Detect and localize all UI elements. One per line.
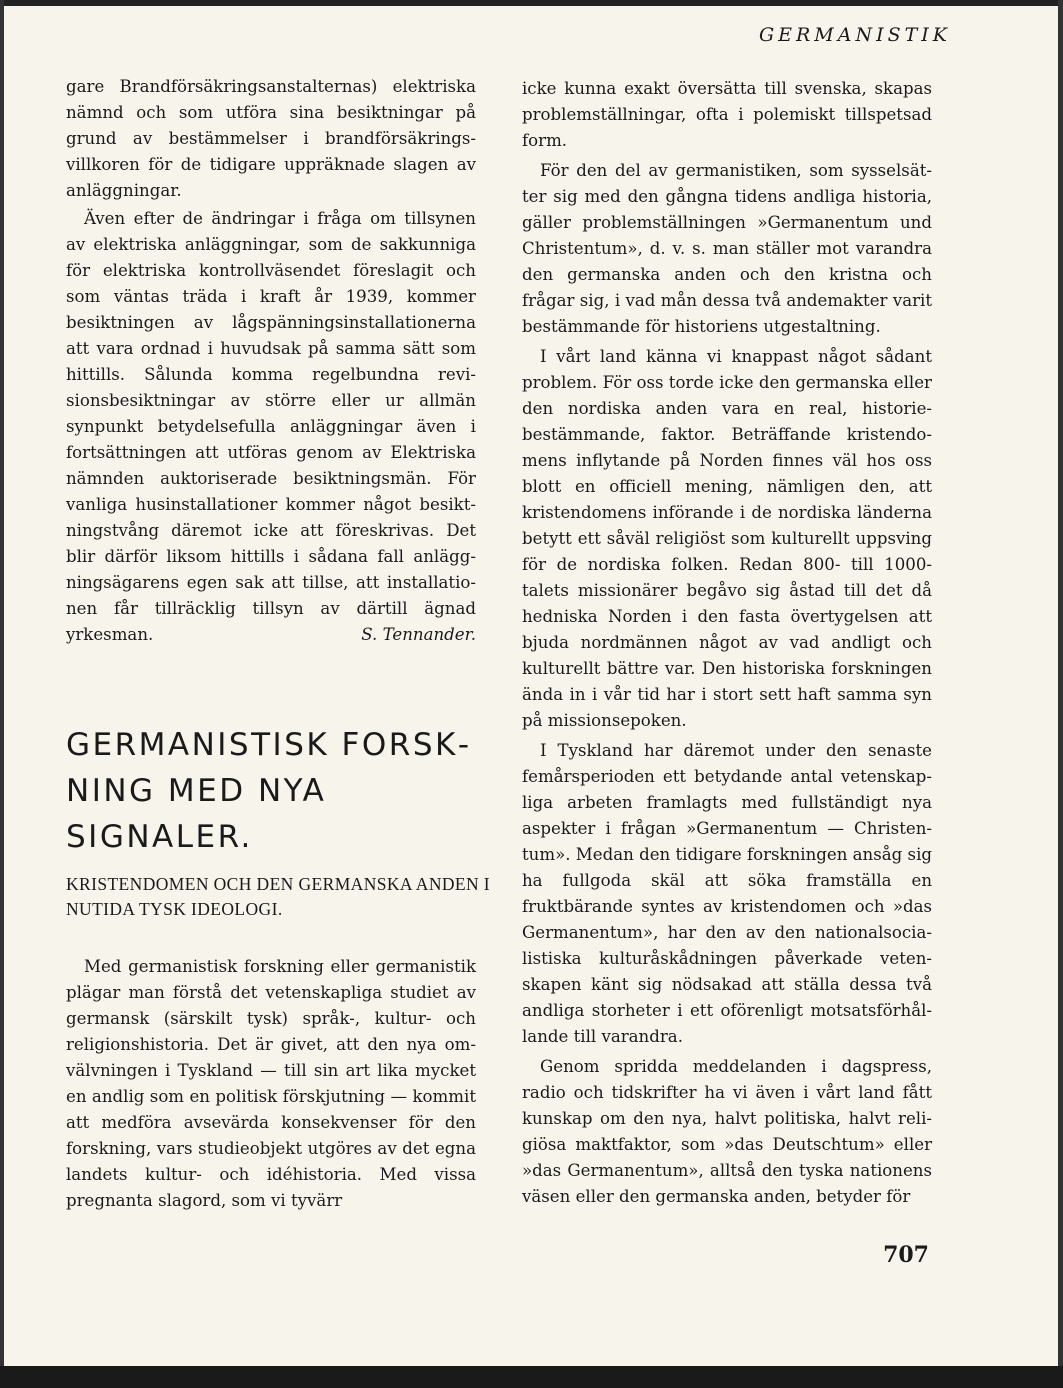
right-paragraph-4: I Tyskland har däremot under den senaste femårsperioden ett betydande antal vetenskapliga arbeten framlagts med fullständigt nya aspekter i frågan »Germanentum — Christentum». Medan den tidigare forskningen ansåg sig ha fullgoda skäl att söka framställa en fruktbärande syntes av kristendomen och »das Germanentum», har den av den nationalsocialistiska kulturåskådningen påverkade vetenskapen känt sig nödsakad att ställa dessa två andliga storheter i ett oförenligt motsatsförhållande till varandra.: [522, 741, 932, 1046]
right-column: [522, 76, 932, 1210]
scan-edge-left: [0, 0, 4, 1388]
right-paragraph-2: För den del av germanistiken, som sysselsätter sig med den gångna tidens andliga historia, gäller problemställningen »Germanentum und Christentum», d. v. s. man ställer mot varandra den germanska anden och den kristna och frågar sig, i vad mån dessa två andemakter varit bestämmande för historiens utgestaltning.: [522, 161, 932, 336]
right-paragraph-3: I vårt land känna vi knappast något sådant problem. För oss torde icke den germanska eller den nordiska anden vara en real, historiebestämmande, faktor. Beträffande kristendomens inflytande på Norden finnes väl hos oss blott en officiell mening, nämligen den, att kristendomens införande i de nordiska länderna betytt ett såväl religiöst som kulturellt uppsving för de nordiska folken. Redan 800- till 1000-talets missionärer begåvo sig åstad till det då hedniska Norden i den fasta övertygelsen att bjuda nordmännen något av vad andligt och kulturellt bättre var. Den historiska forskningen ända in i vår tid har i stort sett haft samma syn på missionsepoken.: [522, 347, 932, 730]
left-column: [66, 74, 476, 648]
page-number: 707: [883, 1242, 929, 1268]
scan-edge-bottom: [0, 1366, 1063, 1388]
scan-edge-top: [0, 0, 1063, 6]
article-headline: GERMANISTISK FORSKNING MED NYA SIGNALER.: [66, 727, 470, 855]
left-paragraph-1: gare Brandförsäkringsanstalternas) elektriska nämnd och som utföra sina besiktningar på grund av bestämmelser i brandförsäkringsvillkoren för de tidigare uppräknade slagen av anläggningar.: [66, 77, 476, 200]
article-intro-column: [66, 954, 476, 1214]
left-paragraph-2: Även efter de ändringar i fråga om tillsynen av elektriska anläggningar, som de sakkunniga för elektriska kontrollväsendet föreslagit och som väntas träda i kraft år 1939, kommer besiktningen av lågspänningsinstallationerna att vara ordnad i huvudsak på samma sätt som hittills. Sålunda komma regelbundna revisionsbesiktningar av större eller ur allmän synpunkt betydelsefulla anläggningar även i fortsättningen att utföras genom av Elektriska nämnden auktoriserade besiktningsmän. För vanliga husinstallationer kommer något besiktningstvång däremot icke att föreskrivas. Det blir därför liksom hittills i sådana fall anläggningsägarens egen sak att tillse, att installationen får tillräcklig tillsyn av därtill ägnad yrkesman.: [66, 209, 476, 644]
running-head: GERMANISTIK: [758, 24, 951, 46]
author-signature: S. Tennander.: [361, 625, 476, 644]
scan-edge-right: [1058, 0, 1063, 1388]
article-intro-paragraph: Med germanistisk forskning eller germanistik plägar man förstå det vetenskapliga studiet av germansk (särskilt tysk) språk-, kultur- och religionshistoria. Det är givet, att den nya omvälvningen i Tyskland — till sin art lika mycket en andlig som en politisk förskjutning — kommit att medföra avsevärda konsekvenser för den forskning, vars studieobjekt utgöres av det egna landets kultur- och idéhistoria. Med vissa pregnanta slagord, som vi tyvärr: [66, 957, 476, 1210]
article-subheading: KRISTENDOMEN OCH DEN GERMANSKA ANDEN I NUTIDA TYSK IDEOLOGI.: [66, 874, 491, 919]
right-paragraph-5: Genom spridda meddelanden i dagspress, radio och tidskrifter ha vi även i vårt land fått kunskap om den nya, halvt politiska, halvt religiösa maktfaktor, som »das Deutschtum» eller »das Germanentum», alltså den tyska nationens väsen eller den germanska anden, betyder för: [522, 1057, 932, 1206]
right-paragraph-1: icke kunna exakt översätta till svenska, skapas problemställningar, ofta i polemiskt tillspetsad form.: [522, 79, 932, 150]
